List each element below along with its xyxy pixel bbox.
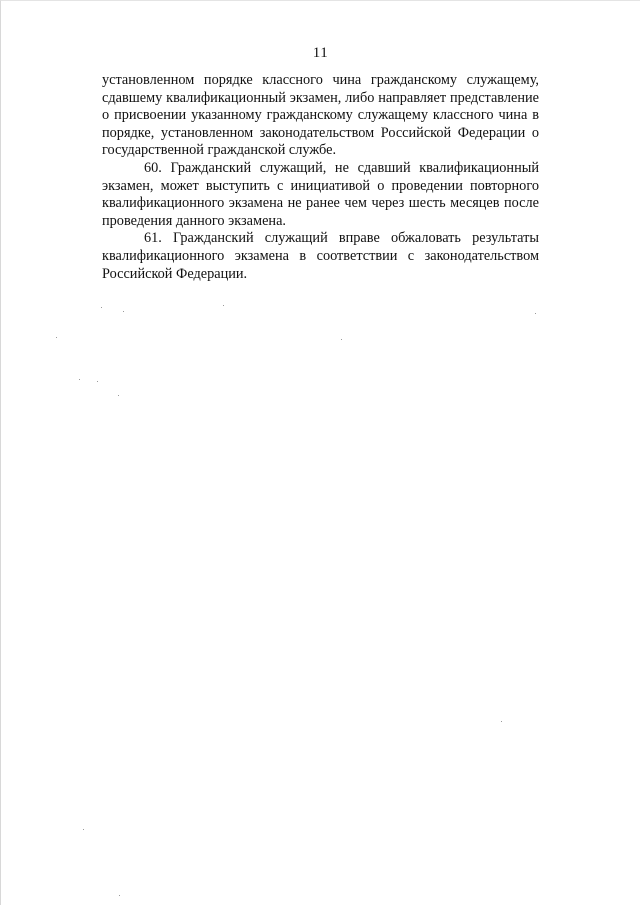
paragraph-60: 60. Гражданский служащий, не сдавший квалификационный экзамен, может выступить с инициативой о проведении повторного квалификационного экзамена не ранее чем через шесть месяцев после проведения данного экзамена. [102,159,539,229]
scan-speck [535,313,536,314]
scan-speck [119,895,120,896]
paragraph-61: 61. Гражданский служащий вправе обжаловать результаты квалификационного экзамена в соответствии с законодательством Российской Федерации. [102,230,539,282]
scan-speck [101,307,102,308]
scan-speck [79,379,80,380]
scan-speck [83,829,84,830]
scan-speck [501,721,502,722]
scan-speck [97,381,98,382]
scan-speck [123,311,124,312]
scan-speck [118,395,119,396]
scan-speck [56,337,57,338]
scan-speck [223,305,224,306]
scan-speck [341,339,342,340]
page-number: 11 [312,45,329,61]
paragraph-continuation: установленном порядке классного чина гражданскому служащему, сдавшему квалификационный экзамен, либо направляет представление о присвоении указанному гражданскому служащему классного чина в порядке, установленном законодательством Российской Федерации о государственной гражданской службе. [102,72,539,159]
document-body [102,72,539,283]
